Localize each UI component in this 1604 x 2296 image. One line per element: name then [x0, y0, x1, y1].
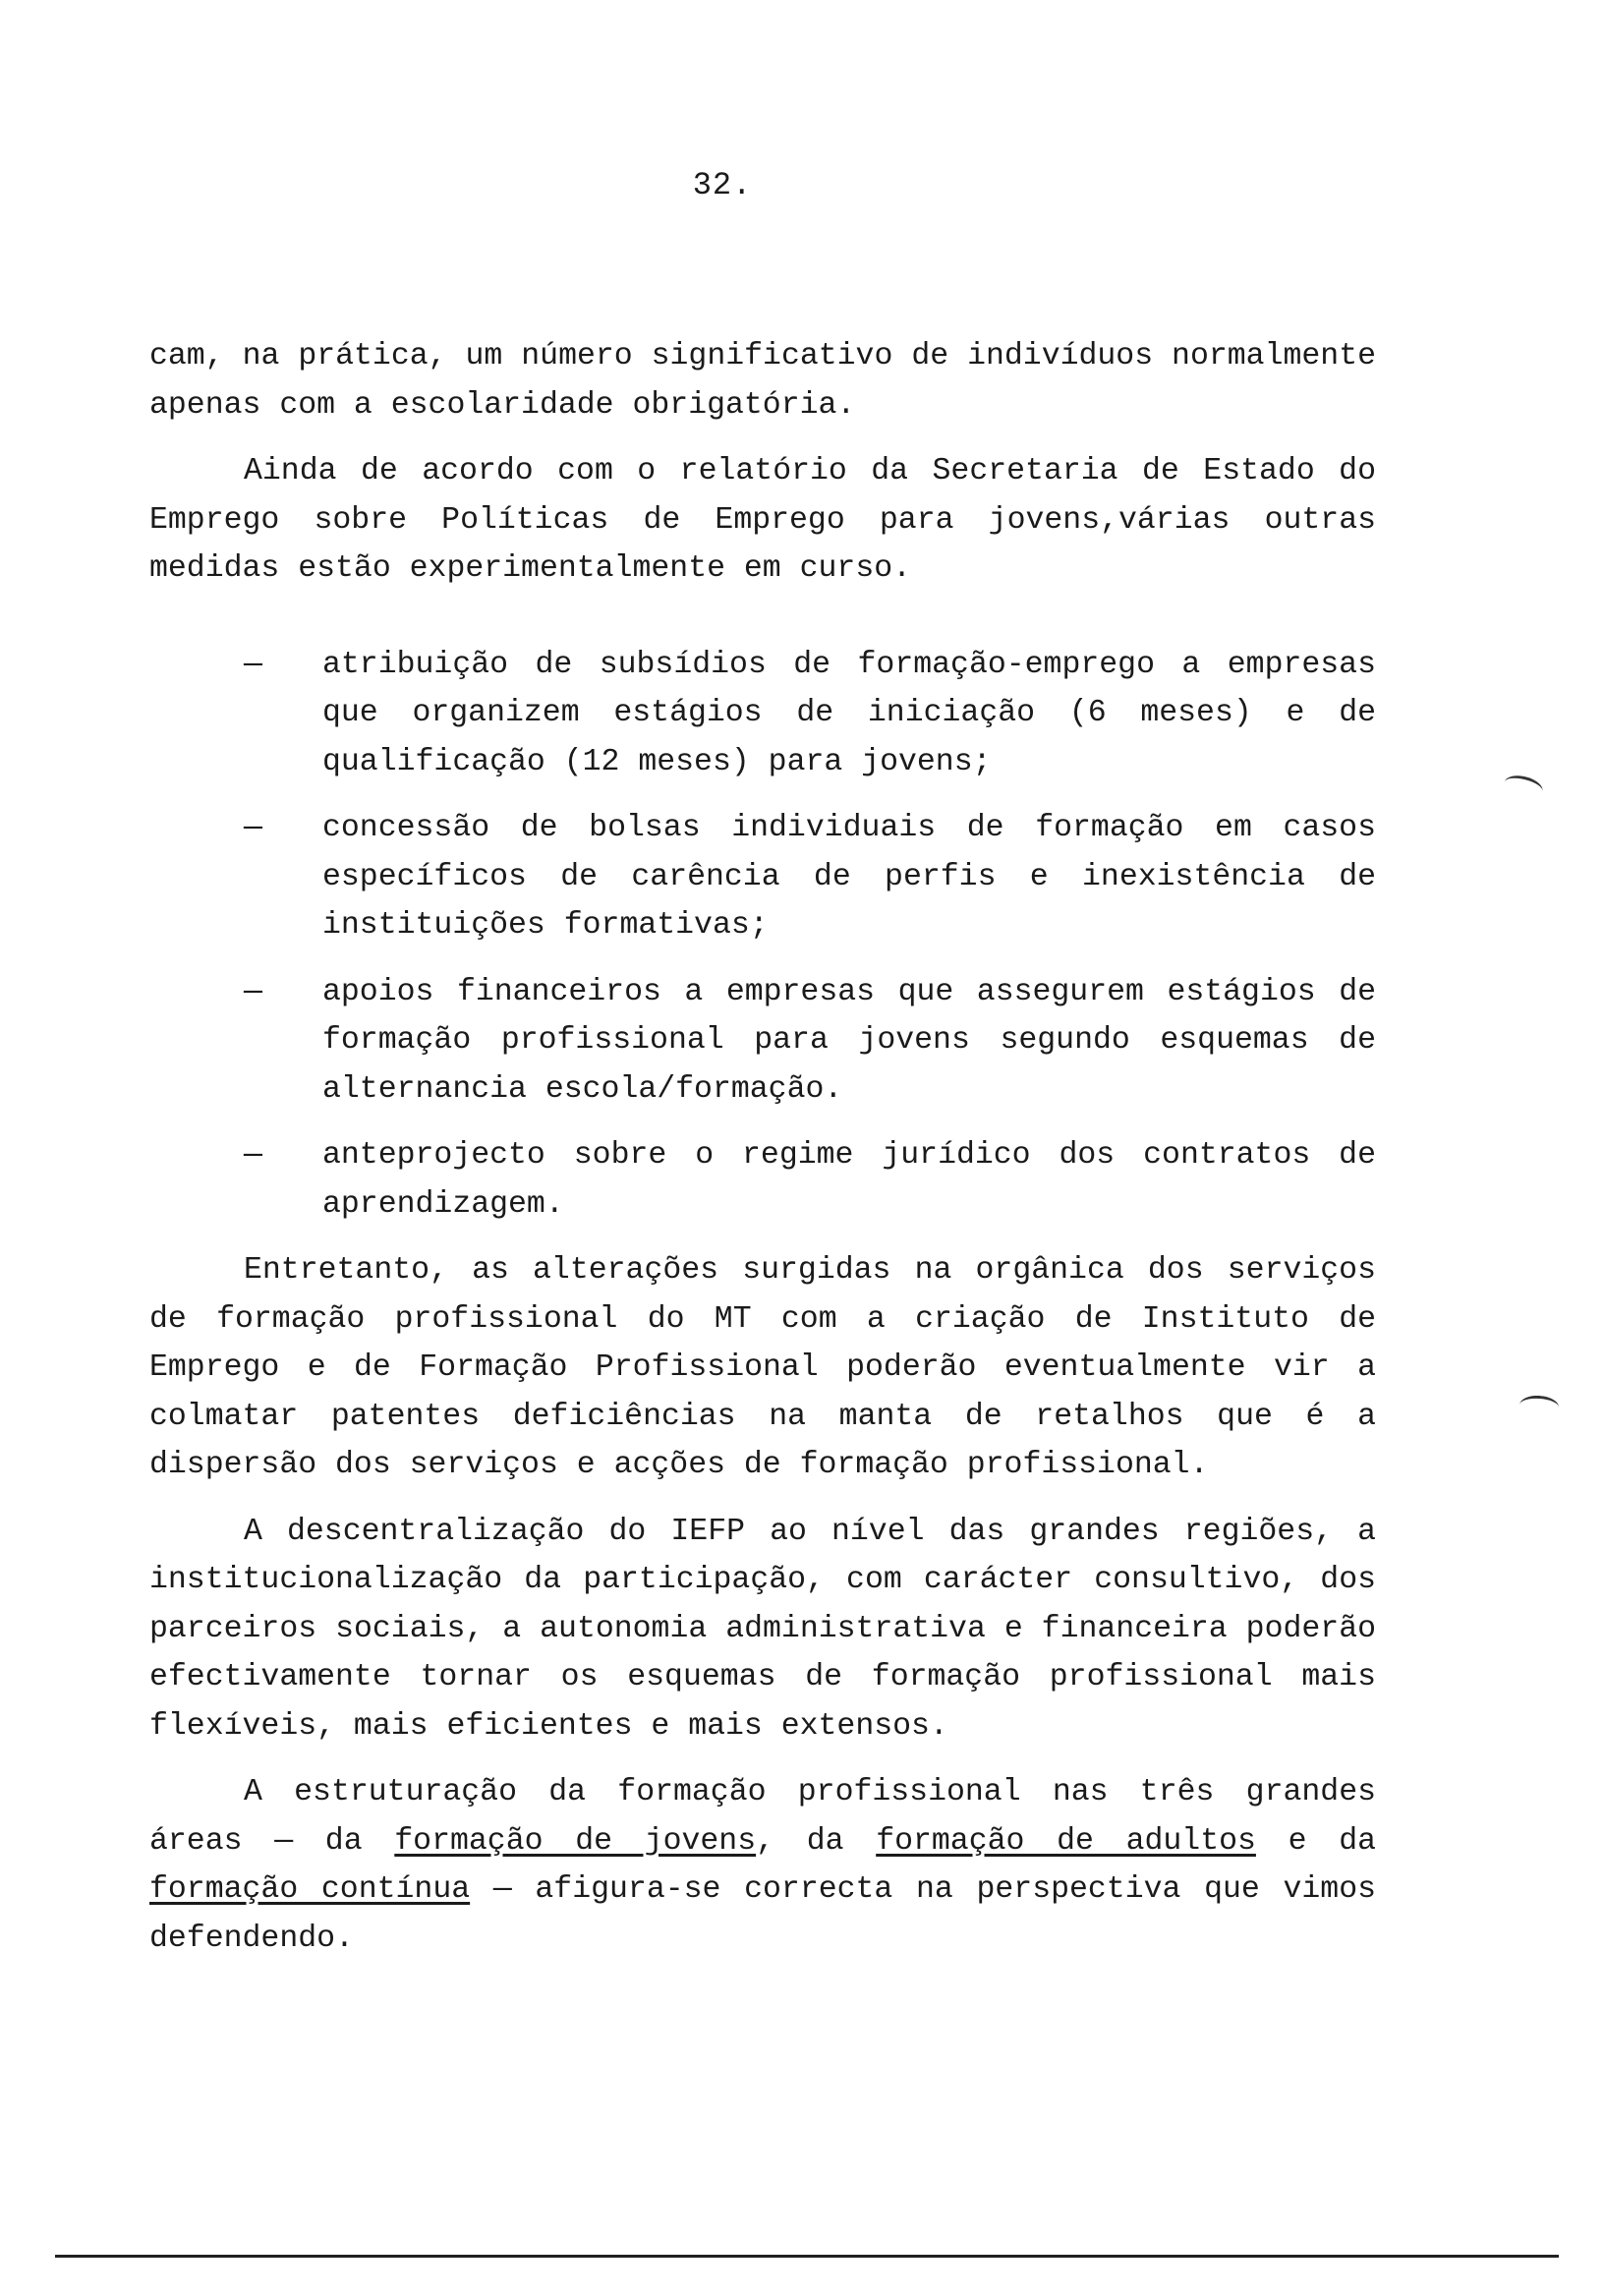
list-item-text: concessão de bolsas individuais de formação em casos específicos de carência de perfis e inexistência de instituições formativas; [322, 811, 1376, 943]
paragraph-5-text: e da [1255, 1823, 1376, 1859]
underlined-term-adult-training: formação de adultos [876, 1823, 1256, 1859]
paragraph-4: A descentralização do IEFP ao nível das grandes regiões, a institucionalização da participação, com carácter consultivo, dos parceiros sociais, a autonomia administrativa e financeira poderão efectivamente tornar os esquemas de formação profissional mais flexíveis, mais eficientes e mais extensos. [149, 1514, 1376, 1744]
list-item-text: apoios financeiros a empresas que assegurem estágios de formação profissional para jovens segundo esquemas de alternancia escola/formação. [322, 974, 1376, 1107]
list-item [149, 804, 1376, 950]
list-item-text: anteprojecto sobre o regime jurídico dos contratos de aprendizagem. [322, 1138, 1376, 1222]
paragraph-3: Entretanto, as alterações surgidas na orgânica dos serviços de formação profissional do MT com a criação de Instituto de Emprego e de Formação Profissional poderão eventualmente vir a colmatar patentes deficiências na manta de retalhos que é a dispersão dos serviços e acções de formação profissional. [149, 1253, 1376, 1482]
list-dash: — [244, 1138, 262, 1173]
list-dash: — [244, 974, 262, 1009]
paragraph-5-text: — afigura-se correcta na perspectiva que vimos defendendo. [149, 1872, 1376, 1956]
list-item [149, 968, 1376, 1115]
page-number: 32. [692, 167, 753, 203]
margin-mark [1502, 772, 1545, 801]
underlined-term-continuing-training: formação contínua [149, 1872, 471, 1907]
paragraph-5 [149, 1768, 1376, 1963]
measures-list [149, 641, 1376, 1230]
list-dash: — [244, 647, 262, 682]
document-body [149, 332, 1376, 1963]
list-item [149, 641, 1376, 787]
list-item-text: atribuição de subsídios de formação-emprego a empresas que organizem estágios de iniciação (6 meses) e de qualificação (12 meses) para jovens; [322, 647, 1376, 779]
paragraph-5-text: A estruturação da formação profissional nas três grandes áreas — da [149, 1775, 1376, 1859]
footer-rule [55, 2255, 1559, 2258]
paragraph-5-text: , da [756, 1823, 877, 1859]
list-dash: — [244, 811, 262, 845]
paragraph-2: Ainda de acordo com o relatório da Secretaria de Estado do Emprego sobre Políticas de Emprego para jovens,várias outras medidas estão experimentalmente em curso. [149, 454, 1376, 586]
margin-mark [1518, 1395, 1559, 1418]
underlined-term-youth-training: formação de jovens [394, 1823, 757, 1859]
list-item [149, 1131, 1376, 1229]
paragraph-1: cam, na prática, um número significativo de indivíduos normalmente apenas com a escolaridade obrigatória. [149, 339, 1376, 423]
